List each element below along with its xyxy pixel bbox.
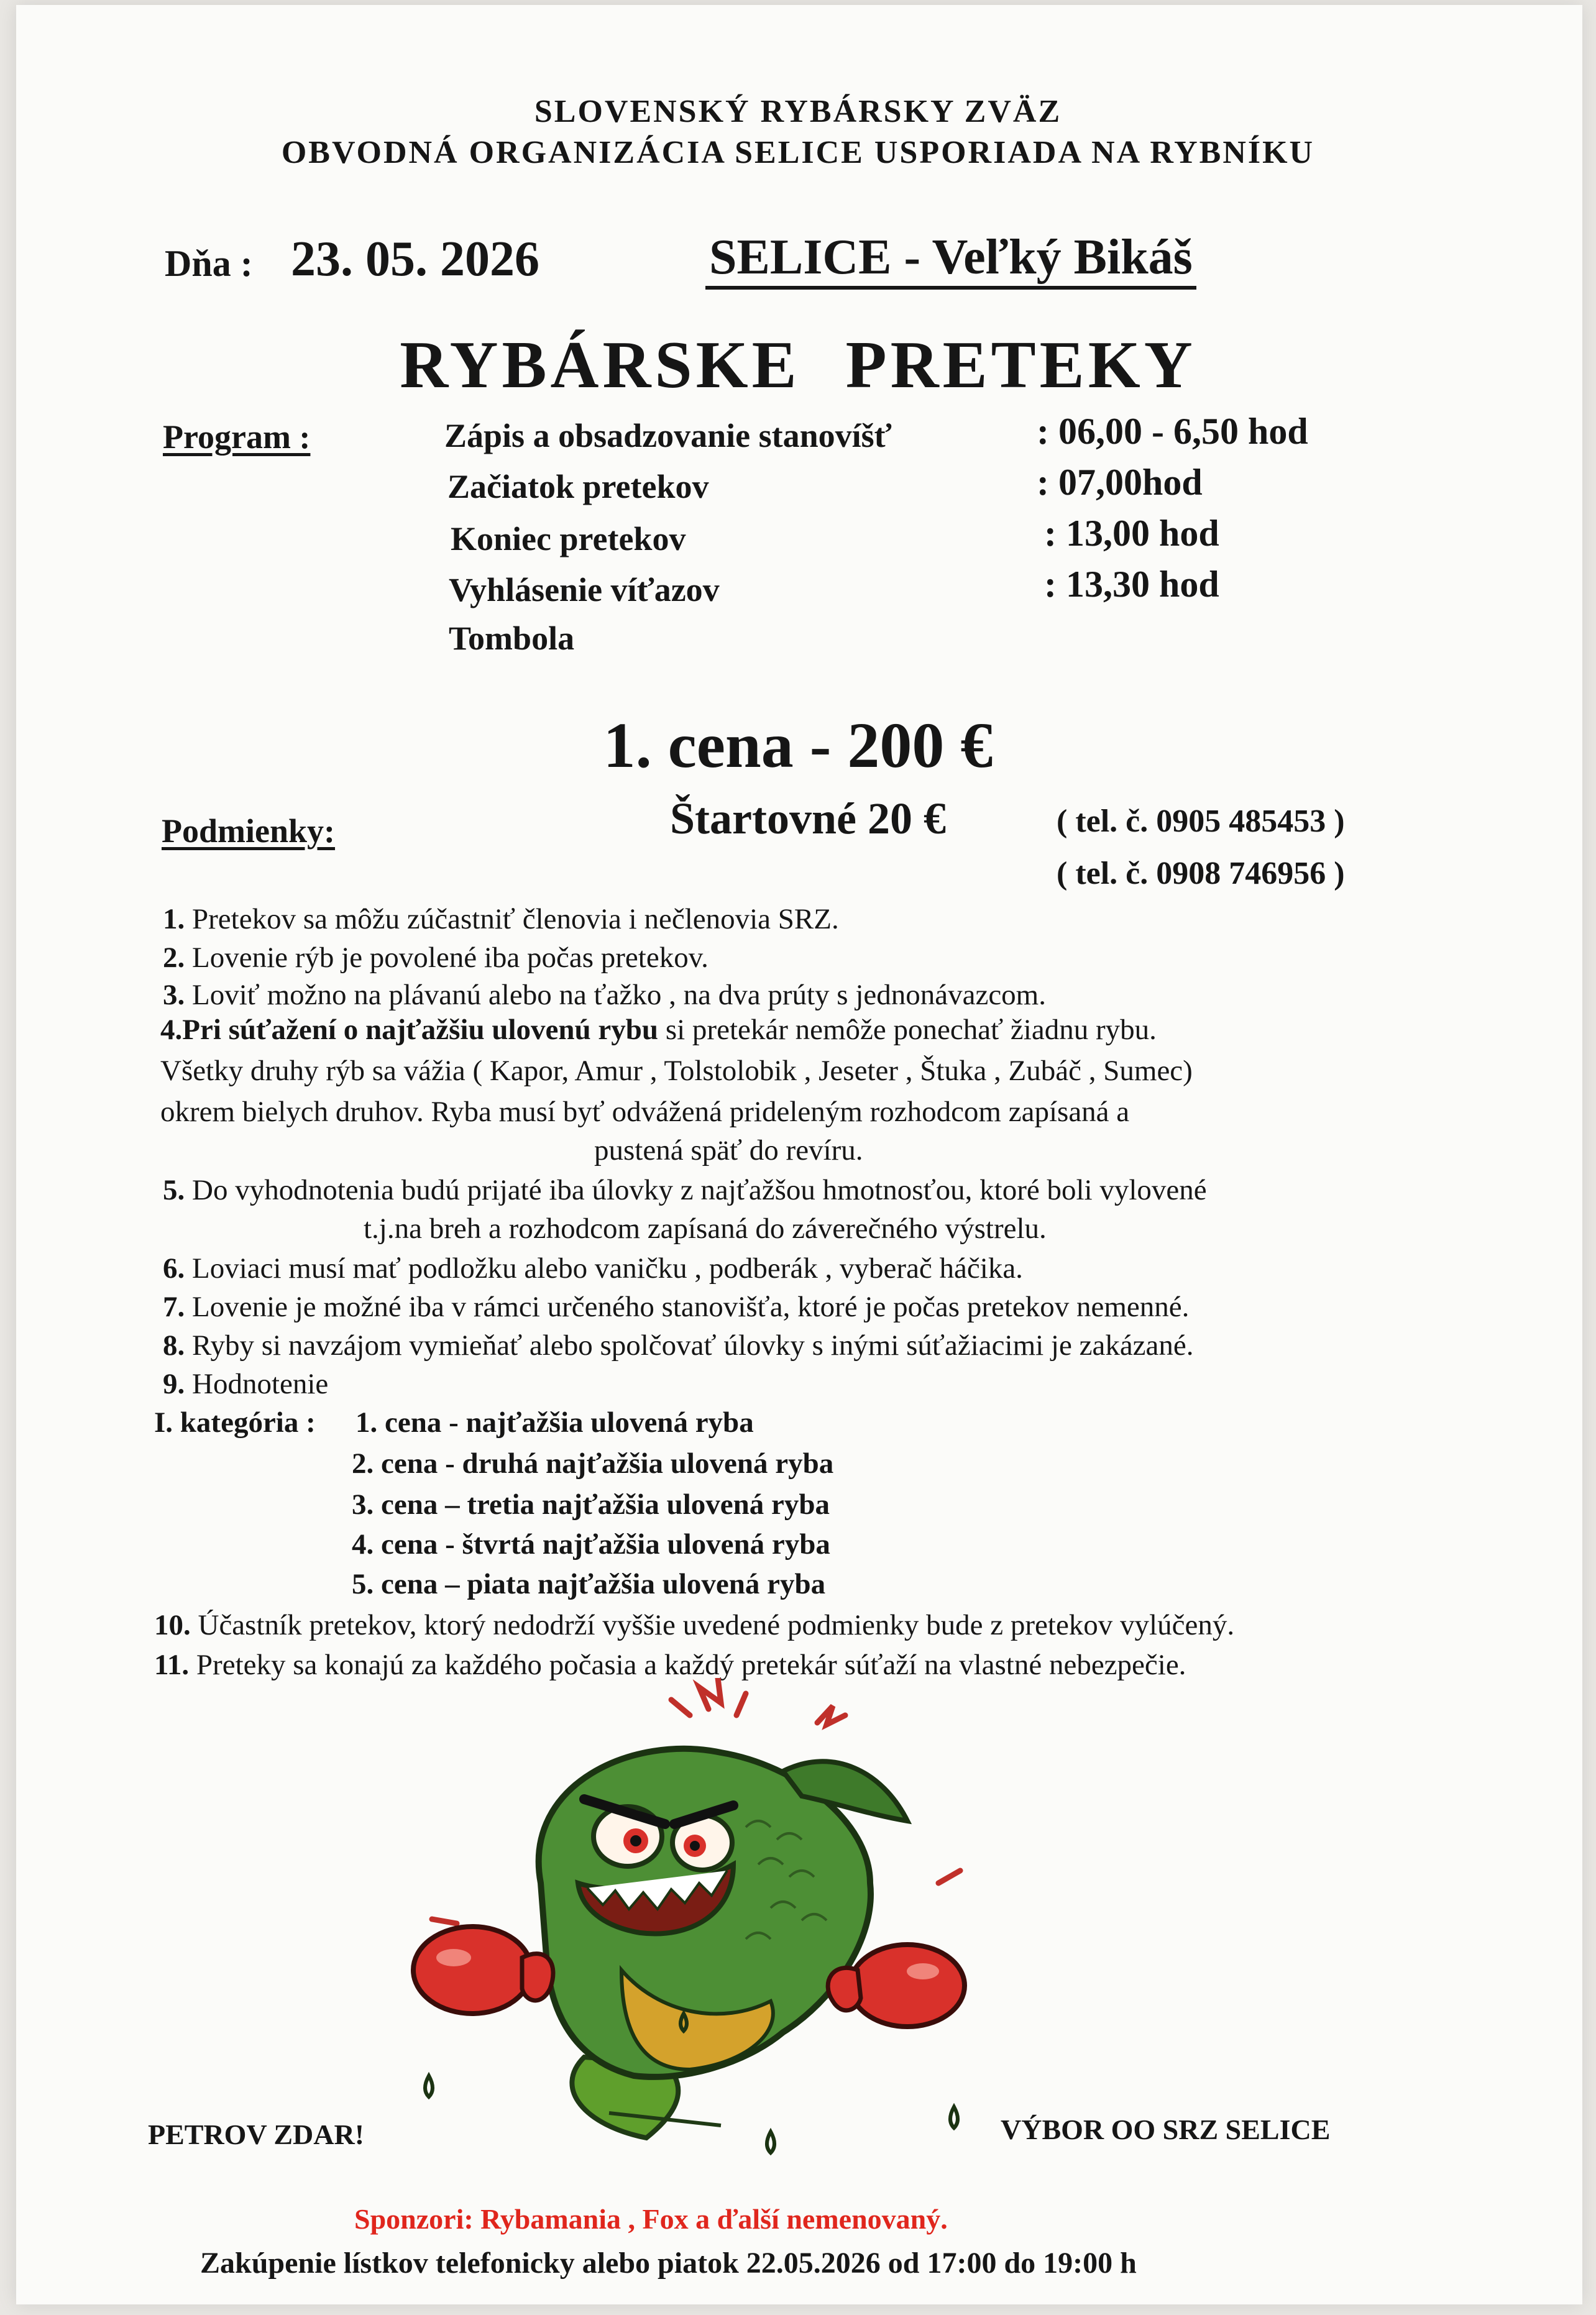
category-prize-5: 5. cena – piata najťažšia ulovená ryba xyxy=(352,1568,826,1600)
rule-2-text: Lovenie rýb je povolené iba počas pretekov. xyxy=(192,942,709,974)
conditions-label: Podmienky: xyxy=(162,812,336,850)
signoff-right: VÝBOR OO SRZ SELICE xyxy=(1001,2114,1331,2145)
rule-1 xyxy=(163,902,839,936)
rule-6 xyxy=(163,1252,1023,1285)
rule-3-number: 3. xyxy=(163,979,185,1011)
rule-4 xyxy=(160,1013,1157,1047)
program-time-3: : 13,00 hod xyxy=(1044,513,1219,554)
main-prize: 1. cena - 200 € xyxy=(603,710,993,781)
rule-5-line-2: t.j.na breh a rozhodcom zapísaná do záverečného výstrelu. xyxy=(364,1213,1047,1245)
rule-7 xyxy=(163,1290,1189,1324)
rule-2-number: 2. xyxy=(163,942,185,974)
category-prize-3: 3. cena – tretia najťažšia ulovená ryba xyxy=(352,1488,830,1521)
signoff-left: PETROV ZDAR! xyxy=(148,2119,365,2150)
date-label: Dňa : xyxy=(165,243,253,284)
rule-11-number: 11. xyxy=(154,1649,190,1681)
category-prize-1: 1. cena - najťažšia ulovená ryba xyxy=(355,1406,754,1439)
program-item-1: Zápis a obsadzovanie stanovíšť xyxy=(444,417,892,454)
ticket-info-footer: Zakúpenie lístkov telefonicky alebo piatok 22.05.2026 od 17:00 do 19:00 h xyxy=(200,2247,1137,2280)
rule-9 xyxy=(163,1367,328,1401)
program-time-2: : 07,00hod xyxy=(1037,462,1203,503)
rule-10-number: 10. xyxy=(154,1609,191,1641)
rule-7-number: 7. xyxy=(163,1291,185,1323)
rule-9-text: Hodnotenie xyxy=(192,1368,329,1400)
category-prize-4: 4. cena - štvrtá najťažšia ulovená ryba xyxy=(352,1528,830,1561)
rule-4-line-3: okrem bielych druhov. Ryba musí byť odvážená prideleným rozhodcom zapísaná a xyxy=(160,1096,1130,1128)
sponsors-line: Sponzori: Rybamania , Fox a ďalší nemenovaný. xyxy=(354,2203,948,2235)
rule-4-text: si pretekár nemôže ponechať žiadnu rybu. xyxy=(658,1014,1157,1046)
header-line-2: OBVODNÁ ORGANIZÁCIA SELICE USPORIADA NA RYBNÍKU xyxy=(281,135,1315,170)
event-title: RYBÁRSKE PRETEKY xyxy=(400,328,1196,402)
rule-1-text: Pretekov sa môžu zúčastniť členovia i nečlenovia SRZ. xyxy=(192,903,839,935)
rule-6-number: 6. xyxy=(163,1252,185,1285)
rule-8-text: Ryby si navzájom vymieňať alebo spolčovať úlovky s inými súťažiacimi je zakázané. xyxy=(192,1329,1194,1362)
event-place: SELICE - Veľký Bikáš xyxy=(705,231,1196,290)
rule-2 xyxy=(163,941,709,974)
program-label: Program : xyxy=(163,418,311,456)
rule-10-text: Účastník pretekov, ktorý nedodrží vyššie uvedené podmienky bude z pretekov vylúčený. xyxy=(198,1609,1235,1641)
program-time-4: : 13,30 hod xyxy=(1044,564,1219,605)
entry-fee: Štartovné 20 € xyxy=(670,794,946,843)
rule-4-line-2: Všetky druhy rýb sa vážia ( Kapor, Amur , Tolstolobik , Jeseter , Štuka , Zubáč , Sumec) xyxy=(160,1055,1193,1087)
rule-8 xyxy=(163,1329,1194,1362)
rule-1-number: 1. xyxy=(163,903,185,935)
event-date: 23. 05. 2026 xyxy=(291,232,539,287)
rule-4-line-4: pustená späť do revíru. xyxy=(594,1134,863,1167)
header-line-1: SLOVENSKÝ RYBÁRSKY ZVÄZ xyxy=(534,94,1062,129)
rule-6-text: Loviaci musí mať podložku alebo vaničku , podberák , vyberač háčika. xyxy=(192,1252,1023,1285)
rule-11 xyxy=(154,1648,1186,1682)
rule-3 xyxy=(163,978,1046,1012)
program-time-1: : 06,00 - 6,50 hod xyxy=(1037,411,1308,452)
rule-7-text: Lovenie je možné iba v rámci určeného stanovišťa, ktoré je počas pretekov nemenné. xyxy=(192,1291,1190,1323)
rule-3-text: Loviť možno na plávanú alebo na ťažko , na dva prúty s jednonávazcom. xyxy=(192,979,1046,1011)
rule-5-text: Do vyhodnotenia budú prijaté iba úlovky z najťažšou hmotnosťou, ktoré boli vylovené xyxy=(192,1174,1207,1206)
phone-1: ( tel. č. 0905 485453 ) xyxy=(1057,804,1345,839)
program-item-4: Vyhlásenie víťazov xyxy=(449,571,720,608)
rule-5-number: 5. xyxy=(163,1174,185,1206)
rule-10 xyxy=(154,1608,1234,1642)
phone-2: ( tel. č. 0908 746956 ) xyxy=(1057,856,1345,891)
boxing-fish-illustration xyxy=(398,1678,994,2163)
rule-5 xyxy=(163,1173,1207,1207)
program-item-3: Koniec pretekov xyxy=(451,520,686,557)
rule-9-number: 9. xyxy=(163,1368,185,1400)
program-item-5: Tombola xyxy=(449,620,575,657)
category-prize-2: 2. cena - druhá najťažšia ulovená ryba xyxy=(352,1447,834,1480)
rule-4-bold-text: 4.Pri súťažení o najťažšiu ulovenú rybu xyxy=(160,1014,659,1046)
program-item-2: Začiatok pretekov xyxy=(447,468,709,505)
fish-svg xyxy=(398,1678,994,2163)
rule-8-number: 8. xyxy=(163,1329,185,1362)
category-label: I. kategória : xyxy=(154,1406,316,1439)
rule-11-text: Preteky sa konajú za každého počasia a každý pretekár súťaží na vlastné nebezpečie. xyxy=(196,1649,1186,1681)
